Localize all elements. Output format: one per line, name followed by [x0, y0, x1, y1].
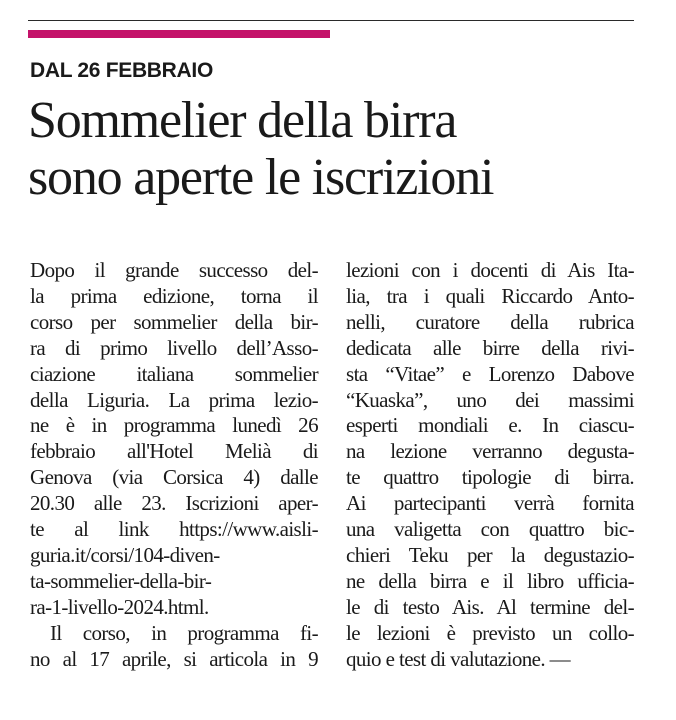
top-rule	[28, 20, 634, 21]
body-line: le lezioni è previsto un collo-	[346, 620, 634, 645]
body-line: corso per sommelier della bir-	[30, 309, 318, 334]
section-accent-bar	[28, 30, 330, 38]
body-line: “Kuaska”, uno dei massimi	[346, 387, 634, 412]
body-line: esperti mondiali e. In ciascu-	[346, 413, 634, 438]
body-line: ciazione italiana sommelier	[30, 361, 318, 386]
body-line: Genova (via Corsica 4) dalle	[30, 465, 318, 490]
body-line: una valigetta con quattro bic-	[346, 517, 634, 542]
body-line: Il corso, in programma fi-	[50, 620, 318, 645]
body-line: ra-1-livello-2024.html.	[30, 594, 209, 619]
body-line: ra di primo livello dell’Asso-	[30, 335, 318, 360]
body-line: della Liguria. La prima lezio-	[30, 387, 318, 412]
body-line: na lezione verranno degusta-	[346, 439, 634, 464]
body-line: chieri Teku per la degustazio-	[346, 542, 634, 567]
body-line: la prima edizione, torna il	[30, 283, 318, 308]
kicker: DAL 26 FEBBRAIO	[30, 59, 213, 82]
body-line: ne è in programma lunedì 26	[30, 413, 318, 438]
headline-line: Sommelier della birra	[28, 92, 457, 149]
headline	[28, 92, 648, 206]
body-line: Dopo il grande successo del-	[30, 258, 318, 282]
body-column-left	[30, 258, 318, 673]
body-line: ta-sommelier-della-bir-	[30, 568, 212, 593]
body-line: quio e test di valutazione. —	[346, 646, 571, 671]
body-column-right	[346, 258, 634, 673]
body-line: lezioni con i docenti di Ais Ita-	[346, 258, 634, 282]
body-line: 20.30 alle 23. Iscrizioni aper-	[30, 491, 318, 516]
body-line: te quattro tipologie di birra.	[346, 465, 634, 490]
body-line: ne della birra e il libro ufficia-	[346, 568, 634, 593]
body-line: no al 17 aprile, si articola in 9	[30, 646, 318, 671]
body-line: guria.it/corsi/104-diven-	[30, 542, 220, 567]
body-line: febbraio all'Hotel Melià di	[30, 439, 318, 464]
body-line: le di testo Ais. Al termine del-	[346, 594, 634, 619]
body-line: lia, tra i quali Riccardo Anto-	[346, 283, 634, 308]
body-line: nelli, curatore della rubrica	[346, 309, 634, 334]
body-line: dedicata alle birre della rivi-	[346, 335, 634, 360]
body-line: sta “Vitae” e Lorenzo Dabove	[346, 361, 634, 386]
headline-line: sono aperte le iscrizioni	[28, 149, 494, 206]
body-line: te al link https://www.aisli-	[30, 517, 318, 542]
body-line: Ai partecipanti verrà fornita	[346, 491, 634, 516]
